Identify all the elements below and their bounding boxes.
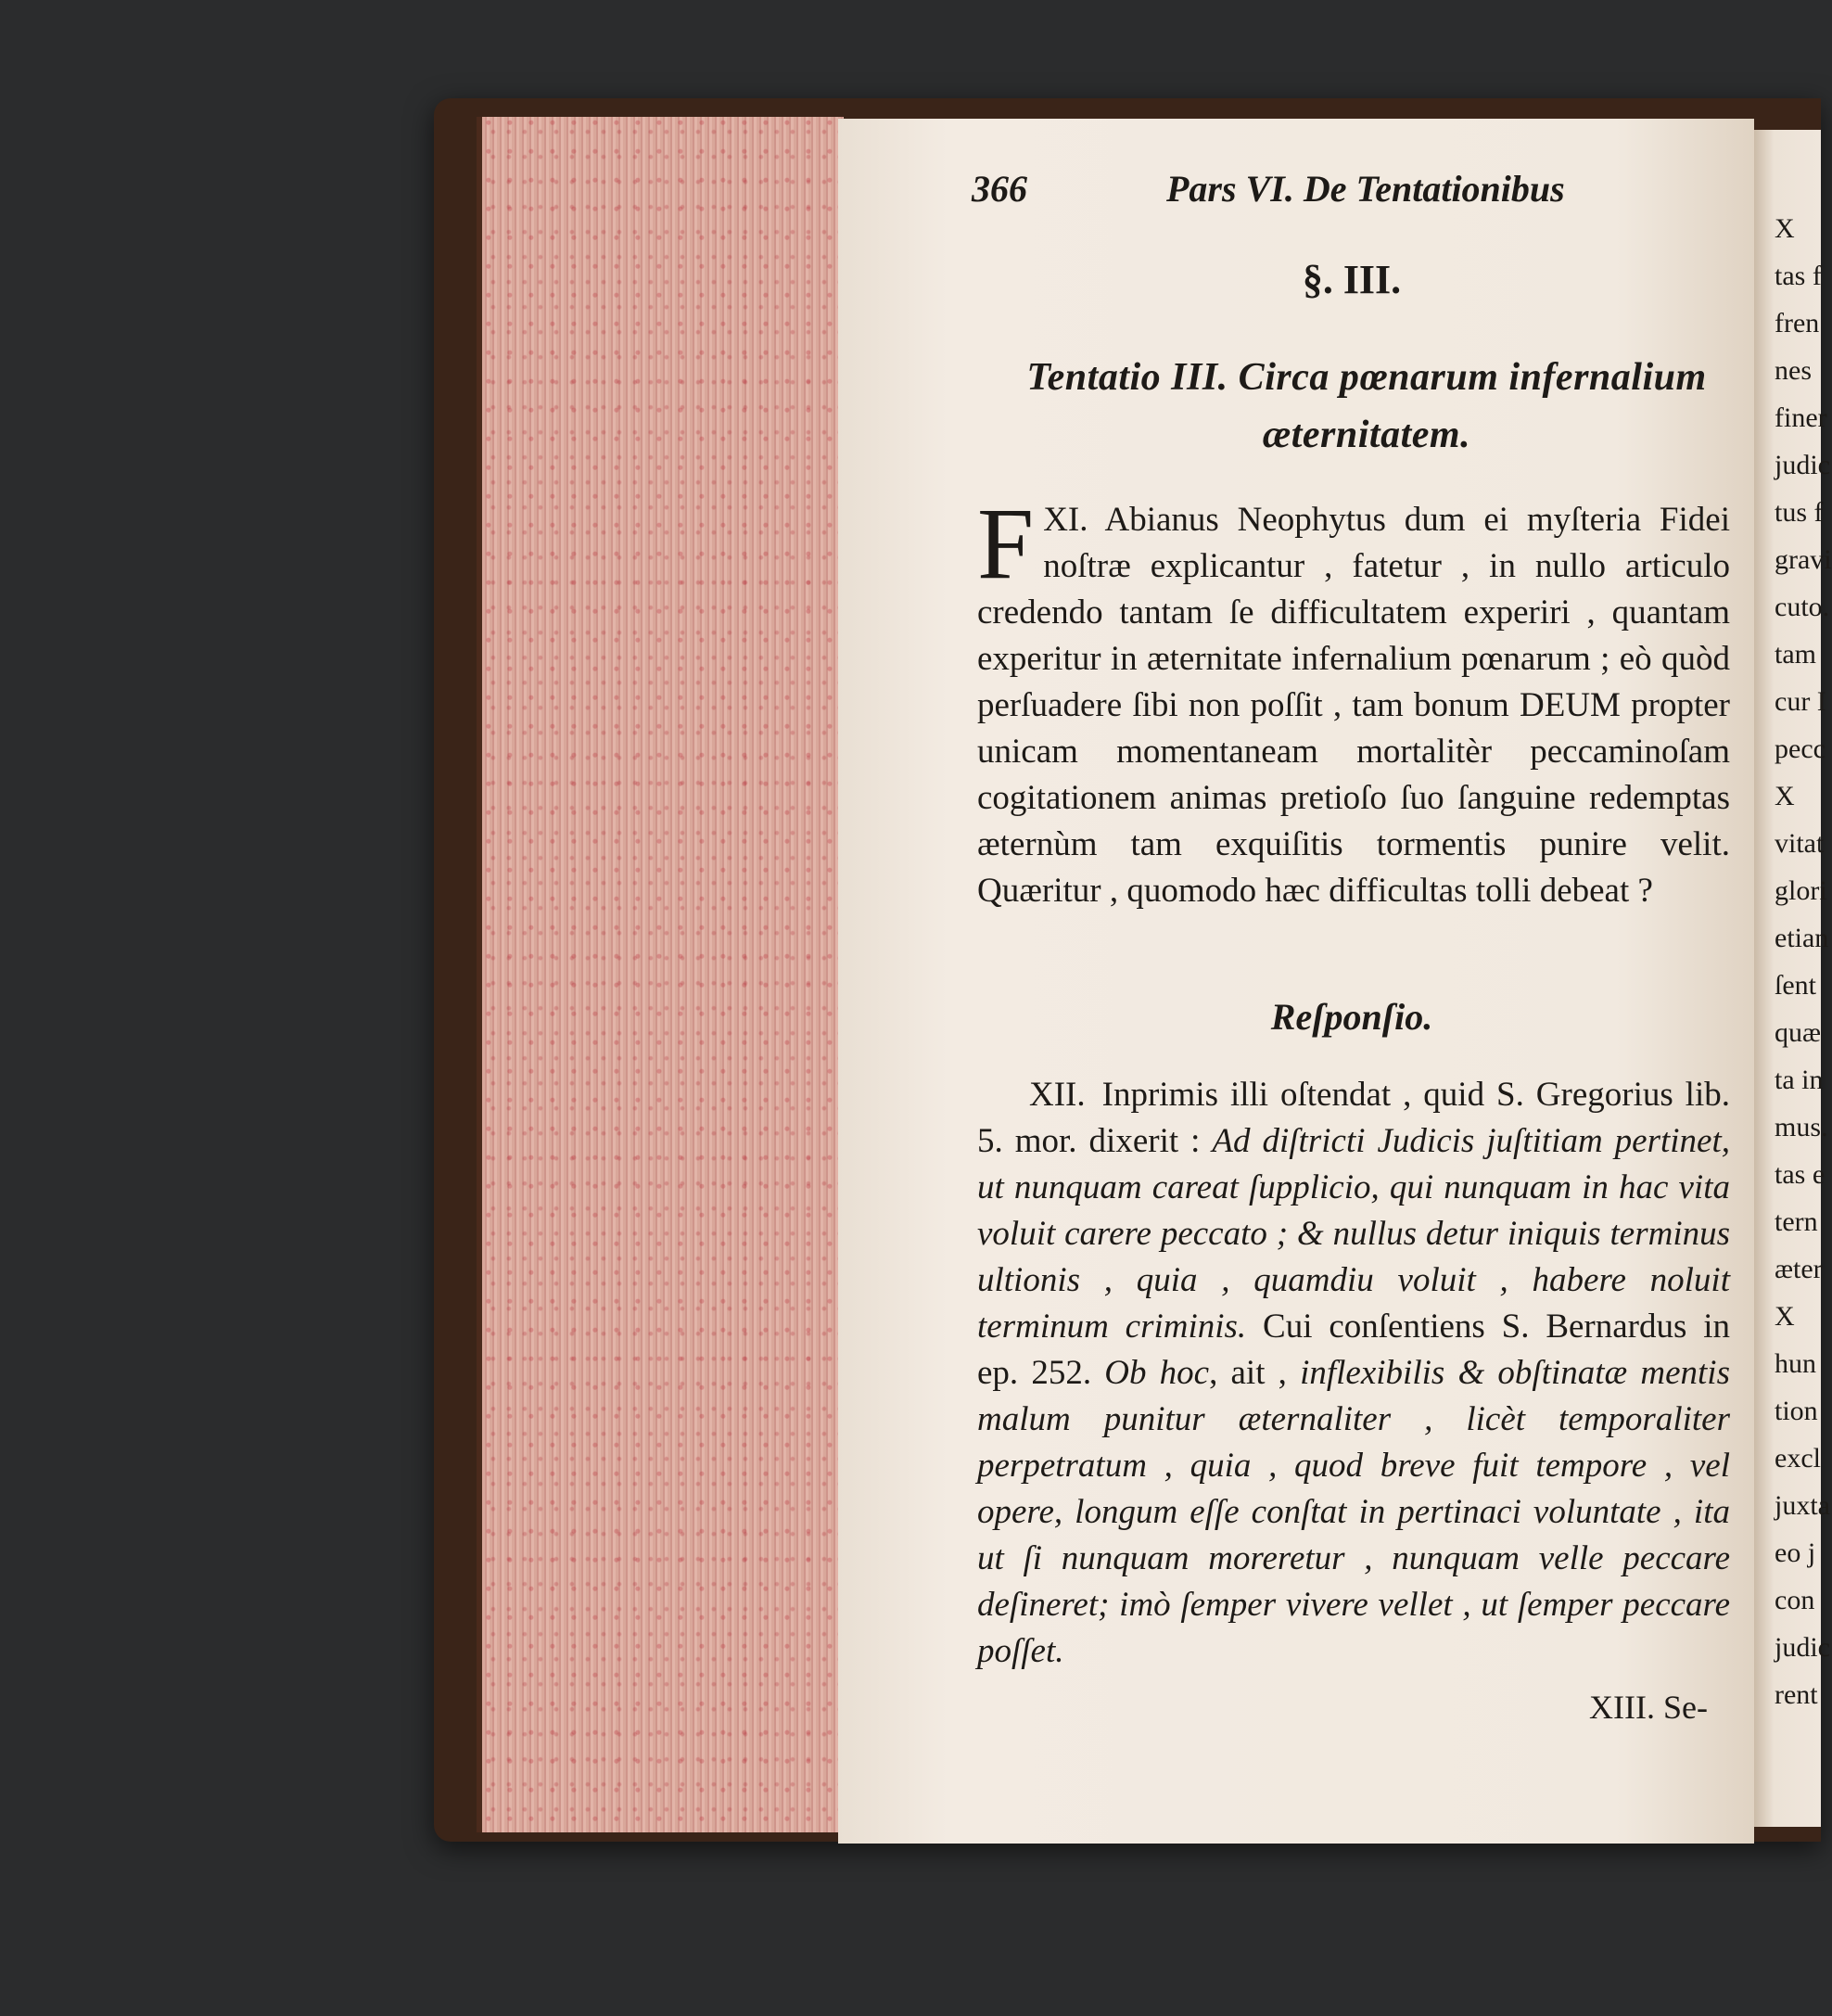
heading-line-1: Tentatio III. Circa pœnarum infernalium: [1026, 356, 1707, 399]
next-page-line-fragment: ſent: [1775, 970, 1816, 1001]
next-page-line-fragment: tion: [1775, 1396, 1818, 1426]
next-page-line-fragment: nes: [1775, 355, 1812, 386]
next-page-line-fragment: tas e: [1775, 1159, 1826, 1190]
next-page-line-fragment: juxta: [1775, 1490, 1830, 1521]
paragraph-number: XI.: [1043, 501, 1088, 539]
next-page-line-fragment: X: [1775, 1301, 1795, 1332]
next-page-line-fragment: X: [1775, 781, 1795, 811]
paragraph-text: Abianus Neophytus dum ei myſteria Fidei noſtræ explicantur , fatetur , in nullo articulo credendo tantam ſe difficultatem experiri , quantam experitur in æternitate infernalium pœnarum ; eò quòd perſuadere ſibi non poſſit , tam bonum DEUM propter unicam momentaneam mortalitèr peccaminoſam cogitationem animas pretioſo ſuo ſanguine redemptas æternùm tam exquiſitis tormentis punire velit. Quæritur , quomodo hæc difficultas tolli debeat ?: [977, 501, 1730, 910]
next-page-line-fragment: æter: [1775, 1254, 1823, 1284]
running-title: Pars VI. De Tentationibus: [1166, 168, 1565, 210]
heading-line-2: æternitatem.: [1262, 414, 1471, 456]
quotation-gregory: Ad diſtricti Judicis juſtitiam pertinet, ut nunquam careat ſupplicio, qui nunquam in hac vita voluit carere peccato ; & nullus detur iniquis terminus ultionis , quia , quamdiu voluit , habere noluit terminum criminis.: [977, 1122, 1731, 1346]
next-page-line-fragment: tas f: [1775, 261, 1822, 291]
chapter-heading: [1005, 349, 1728, 464]
next-page-line-fragment: rent: [1775, 1679, 1818, 1710]
section-mark: §. III.: [1302, 257, 1402, 302]
responsio-heading: Reſponſio.: [1270, 996, 1433, 1038]
quotation-bernard-intro: Ob hoc: [1104, 1354, 1210, 1392]
next-page-line-fragment: cuto.: [1775, 592, 1830, 622]
next-page-line-fragment: tam: [1775, 639, 1816, 670]
drop-cap: F: [977, 487, 1035, 600]
next-page-line-fragment: quæ: [1775, 1017, 1822, 1048]
book-page-left: [838, 119, 1754, 1844]
next-page-line-fragment: judic: [1775, 1632, 1830, 1663]
next-page-line-fragment: fren: [1775, 308, 1820, 338]
paragraph-number: XII.: [1029, 1076, 1086, 1114]
next-page-line-fragment: mus.: [1775, 1112, 1828, 1142]
paragraph-xi: [977, 487, 1730, 914]
next-page-line-fragment: tern: [1775, 1206, 1818, 1237]
page-block-edge: [477, 117, 844, 1832]
next-page-line-fragment: vitat: [1775, 828, 1825, 859]
paragraph-xii: [977, 1072, 1730, 1675]
next-page-line-fragment: finer: [1775, 402, 1827, 433]
next-page-line-fragment: gravi: [1775, 544, 1832, 575]
next-page-line-fragment: con: [1775, 1585, 1815, 1615]
next-page-line-fragment: pecc: [1775, 734, 1826, 764]
book-page-right-fragment: [1754, 130, 1832, 1827]
next-page-line-fragment: glori: [1775, 875, 1827, 906]
paragraph-text: Cui conſentiens S. Bernardus in ep. 252.: [977, 1308, 1731, 1392]
next-page-line-fragment: eo j: [1775, 1538, 1816, 1568]
paragraph-text: Inprimis illi oſtendat , quid S. Gregorius lib. 5. mor. dixerit :: [977, 1076, 1730, 1160]
next-page-line-fragment: excl: [1775, 1443, 1821, 1474]
paragraph-text: , ait ,: [1209, 1354, 1287, 1392]
next-page-line-fragment: judic: [1775, 450, 1830, 480]
quotation-bernard: inflexibilis & obſtinatæ mentis malum punitur æternaliter , licèt temporaliter perpetratum , quia , quod breve fuit tempore , vel opere, longum eſſe conſtat in pertinaci voluntate , ita ut ſi nunquam moreretur , nunquam velle peccare deſineret; imò ſemper vivere vellet , ut ſemper peccare poſſet.: [977, 1354, 1730, 1670]
next-page-line-fragment: cur I: [1775, 686, 1826, 717]
catchword: XIII. Se-: [1589, 1689, 1708, 1726]
next-page-line-fragment: ta in: [1775, 1065, 1824, 1095]
next-page-line-fragment: hun: [1775, 1348, 1816, 1379]
next-page-line-fragment: etian: [1775, 923, 1829, 953]
page-number: 366: [972, 168, 1027, 210]
next-page-line-fragment: X: [1775, 213, 1795, 244]
next-page-line-fragment: tus f: [1775, 497, 1824, 528]
